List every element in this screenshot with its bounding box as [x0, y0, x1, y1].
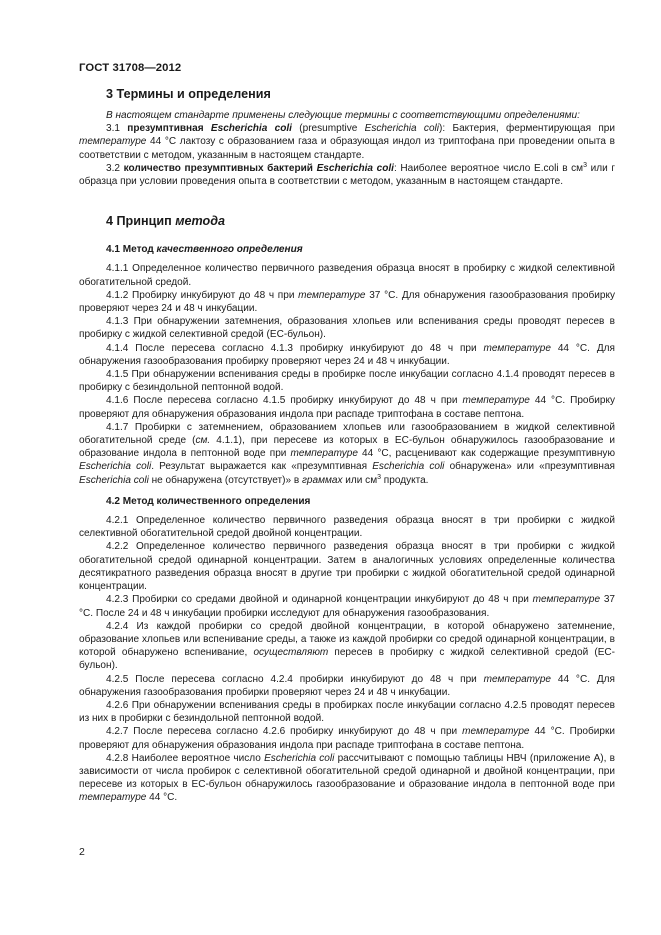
para-4-1-4: 4.1.4 После пересева согласно 4.1.3 пробирку инкубируют до 48 ч при температуре 44 °С. Для обнаружения газообразования пробирку проверяют через 24 и 48 ч инкубации. [79, 342, 615, 367]
para-4-1-3: 4.1.3 При обнаружении затемнения, образования хлопьев или вспенивания среды проводят пересев в пробирку с жидкой селективной средой (ЕС-бульон). [79, 316, 615, 341]
para-4-1-5: 4.1.5 При обнаружении вспенивания среды в пробирке после инкубации согласно 4.1.4 проводят пересев в пробирку с безиндольной пептонной водой. [79, 369, 615, 394]
section-3-heading: 3 Термины и определения [106, 87, 271, 101]
para-4-2-8: 4.2.8 Наиболее вероятное число Escherichia coli рассчитывают с помощью таблицы НВЧ (приложение А), в зависимости от числа пробирок с селективной обогатительной средой одинарной и двойной концентрации, при пересеве из которых в ЕС-бульон обнаружилось газообразование и образование индола в пептонной воде при температуре 44 °С. [79, 752, 616, 804]
para-4-2-6: 4.2.6 При обнаружении вспенивания среды в пробирках после инкубации согласно 4.2.5 проводят пересев из них в пробирки с безиндольной пептонной водой. [79, 699, 615, 725]
para-4-2-3: 4.2.3 Пробирки со средами двойной и одинарной концентрации инкубируют до 48 ч при температуре 37 °С. После 24 и 48 ч инкубации пробирки исследуют для обнаружения газообразования. [79, 594, 615, 619]
para-4-1-7: 4.1.7 Пробирки с затемнением, образованием хлопьев или газообразованием в жидкой селективной обогатительной среде (см. 4.1.1), при пересеве из которых в ЕС-бульон обнаружилось газообразование и образование индола в пептонной воде при температуре 44 °С, расценивают как содержащие презумптивную Escherichia coli. Результат выражается как «презумптивная Escherichia coli обнаружена» или «презумптивная Escherichia coli не обнаружена (отсутствует)» в граммах или $см^3$ продукта. [79, 421, 615, 486]
section-3-intro: В настоящем стандарте применены следующие термины с соответствующими определениями: [106, 110, 580, 121]
section-4-2-heading: 4.2 Метод количественного определения [106, 495, 311, 507]
section-4-heading: 4 Принцип метода [106, 214, 226, 229]
standard-header: ГОСТ 31708—2012 [79, 62, 182, 74]
para-4-1-2: 4.1.2 Пробирку инкубируют до 48 ч при температуре 37 °С. Для обнаружения газообразования пробирку проверяют через 24 и 48 ч инкубации. [79, 289, 615, 315]
term-3-2: 3.2 количество презумптивных бактерий Escherichia coli: Наиболее вероятное число E.coli в $см^3$ или г образца при условии проведения опыта в соответствии с методом, указанным в настоящем стандарте. [79, 161, 615, 188]
section-4-1-heading: 4.1 Метод качественного определения [106, 244, 303, 256]
para-4-1-1: 4.1.1 Определенное количество первичного разведения образца вносят в пробирку с жидкой селективной обогатительной средой. [79, 263, 615, 288]
document-body [79, 86, 615, 805]
para-4-2-5: 4.2.5 После пересева согласно 4.2.4 пробирки инкубируют до 48 ч при температуре 44 °С. Для обнаружения газообразования пробирки проверяют через 24 и 48 ч инкубации. [79, 673, 615, 698]
para-4-2-4: 4.2.4 Из каждой пробирки со средой двойной концентрации, в которой обнаружено затемнение, образование хлопьев или вспенивание среды, а также из каждой пробирки со средой одинарной концентрации, в которой обнаружено вспенивание, осуществляют пересев в пробирку с жидкой селективной средой (ЕС-бульон). [79, 620, 615, 672]
term-3-1: 3.1 презумптивная Escherichia coli (presumptive Escherichia coli): Бактерия, ферментирующая при температуре 44 °С лактозу с образованием газа и образующая индол из триптофана при проведении опыта в соответствии с методом, указанным в настоящем стандарте. [79, 123, 615, 161]
para-4-2-1: 4.2.1 Определенное количество первичного разведения образца вносят в три пробирки с жидкой селективной обогатительной средой двойной концентрации. [79, 515, 615, 540]
para-4-2-2: 4.2.2 Определенное количество первичного разведения образца вносят в три пробирки с жидкой обогатительной средой одинарной концентрации. Затем в аналогичных условиях определенные количества десятикратного разведения образца вносят в другие три пробирки с жидкой обогатительной средой одинарной концентрации. [79, 541, 615, 593]
page-number: 2 [79, 846, 85, 858]
para-4-2-7: 4.2.7 После пересева согласно 4.2.6 пробирку инкубируют до 48 ч при температуре 44 °С. Пробирки проверяют для обнаружения образования индола при распаде триптофана в составе пептона. [79, 726, 615, 751]
para-4-1-6: 4.1.6 После пересева согласно 4.1.5 пробирку инкубируют до 48 ч при температуре 44 °С. Пробирку проверяют для обнаружения образования индола при распаде триптофана в составе пептона. [79, 395, 615, 420]
